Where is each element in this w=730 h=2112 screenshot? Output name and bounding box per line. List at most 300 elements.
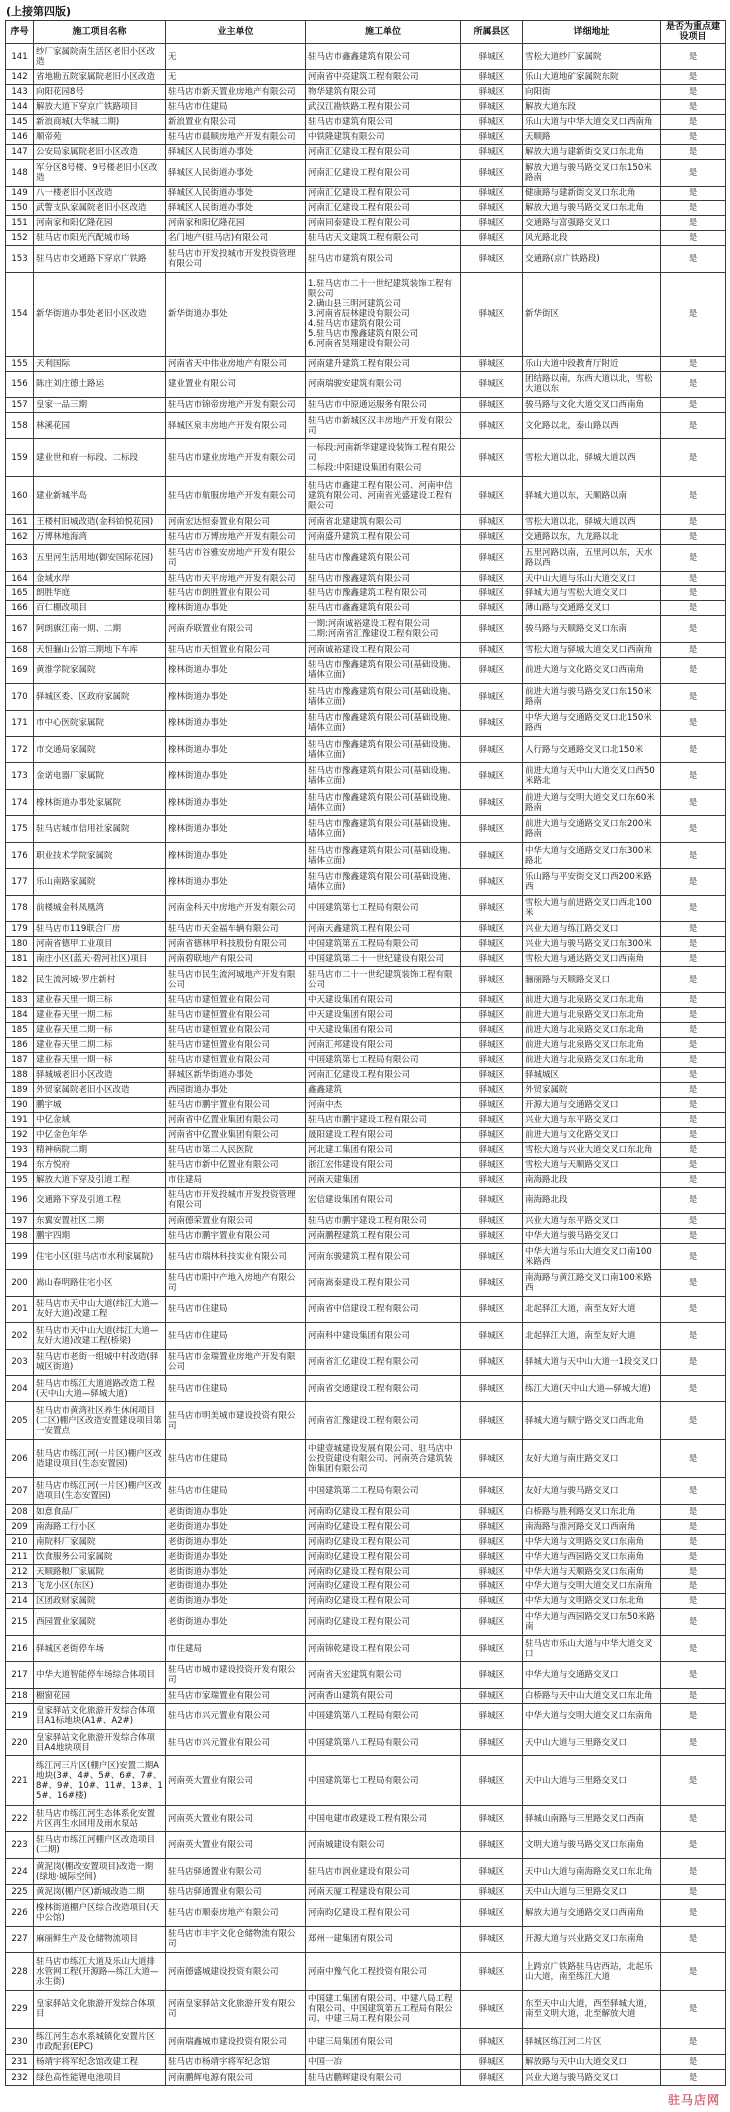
header-county: 所属县区 xyxy=(461,21,523,44)
key-project-flag: 是 xyxy=(661,616,726,642)
address: 乐山路与平安街交叉口西200米路西 xyxy=(523,869,661,895)
project-name: 黄淮学院家属院 xyxy=(34,657,166,683)
address: 南海路北段 xyxy=(523,1172,661,1187)
address: 乐山大道中段教育厅附近 xyxy=(523,356,661,371)
table-row xyxy=(6,1478,726,1504)
key-project-flag: 是 xyxy=(661,201,726,216)
address: 南海路与淮河路交叉口西南角 xyxy=(523,1519,661,1534)
owner-unit: 驻马店市住建局 xyxy=(166,100,306,115)
table-row xyxy=(6,1323,726,1349)
construction-unit: 驻马店市豫鑫建筑有限公司(基础设施、墙体立面) xyxy=(306,842,461,868)
table-header xyxy=(6,21,726,44)
address: 驿城大道与天中山大道一1段交叉口 xyxy=(523,1349,661,1375)
construction-unit: 中国建筑第七工程局有限公司 xyxy=(306,895,461,921)
row-number: 228 xyxy=(6,1953,34,1991)
project-name: 林溪花园 xyxy=(34,412,166,438)
owner-unit: 驻马店市建业房地产开发有限公司 xyxy=(166,439,306,477)
row-number: 147 xyxy=(6,145,34,160)
project-name: 驻马店市练江河(一片区)棚户区改造建设项目(生态安置园) xyxy=(34,1440,166,1478)
county: 驿城区 xyxy=(461,1579,523,1594)
county: 驿城区 xyxy=(461,1478,523,1504)
row-number: 180 xyxy=(6,937,34,952)
project-name: 交通路下穿及引道工程 xyxy=(34,1187,166,1213)
key-project-flag: 是 xyxy=(661,1082,726,1097)
address: 健康路与建新街交叉口东北角 xyxy=(523,186,661,201)
row-number: 185 xyxy=(6,1023,34,1038)
key-project-flag: 是 xyxy=(661,2055,726,2070)
owner-unit: 驻马店市天平房地产开发有限公司 xyxy=(166,571,306,586)
county: 驿城区 xyxy=(461,216,523,231)
table-row xyxy=(6,1805,726,1831)
owner-unit: 驻马店市兴元置业有限公司 xyxy=(166,1703,306,1729)
row-number: 195 xyxy=(6,1172,34,1187)
construction-unit: 驻马店市鑫鑫建筑有限公司 xyxy=(306,601,461,616)
project-name: 饮食服务公司家属院 xyxy=(34,1549,166,1564)
county: 驿城区 xyxy=(461,601,523,616)
county: 驿城区 xyxy=(461,1213,523,1228)
county: 驿城区 xyxy=(461,1157,523,1172)
address: 前进大道与北泉路交叉口东北角 xyxy=(523,1038,661,1053)
construction-unit: 河南省天宏建筑有限公司 xyxy=(306,1662,461,1688)
key-project-flag: 是 xyxy=(661,1478,726,1504)
owner-unit: 橡林街道办事处 xyxy=(166,816,306,842)
construction-unit: 河南汇亿建设工程有限公司 xyxy=(306,201,461,216)
construction-unit: 中国建筑第八工程局有限公司 xyxy=(306,1730,461,1756)
address: 解放路与天中山大道交叉口 xyxy=(523,2055,661,2070)
table-row xyxy=(6,763,726,789)
row-number: 176 xyxy=(6,842,34,868)
table-row xyxy=(6,1228,726,1243)
table-body xyxy=(6,44,726,2086)
key-project-flag: 是 xyxy=(661,100,726,115)
county: 驿城区 xyxy=(461,684,523,710)
project-name: 东方悦府 xyxy=(34,1157,166,1172)
key-project-flag: 是 xyxy=(661,1885,726,1900)
project-name: 橡林街道棚户区综合改造项目(天中公馆) xyxy=(34,1900,166,1926)
construction-unit: 河南鹏程建筑工程有限公司 xyxy=(306,1228,461,1243)
owner-unit: 橡林街道办事处 xyxy=(166,763,306,789)
table-row xyxy=(6,1402,726,1440)
project-name: 新华街道办事处老旧小区改造 xyxy=(34,272,166,356)
construction-unit: 河南昀亿建设工程有限公司 xyxy=(306,1519,461,1534)
project-name: 中华大道智能停车场综合体项目 xyxy=(34,1662,166,1688)
construction-unit: 驻马店市豫鑫建筑有限公司(基础设施、墙体立面) xyxy=(306,763,461,789)
county: 驿城区 xyxy=(461,586,523,601)
header-address: 详细地址 xyxy=(523,21,661,44)
county: 驿城区 xyxy=(461,1635,523,1661)
table-row xyxy=(6,1858,726,1884)
project-name: 区团政财家属院 xyxy=(34,1594,166,1609)
county: 驿城区 xyxy=(461,937,523,952)
row-number: 227 xyxy=(6,1926,34,1952)
construction-unit: 河南东骏建筑工程有限公司 xyxy=(306,1243,461,1269)
header-number: 序号 xyxy=(6,21,34,44)
key-project-flag: 是 xyxy=(661,439,726,477)
construction-unit: 河南诚裕建设工程有限公司 xyxy=(306,642,461,657)
owner-unit: 老街街道办事处 xyxy=(166,1564,306,1579)
construction-unit: 中国建筑第八工程局有限公司 xyxy=(306,1703,461,1729)
row-number: 169 xyxy=(6,657,34,683)
row-number: 157 xyxy=(6,397,34,412)
row-number: 145 xyxy=(6,115,34,130)
owner-unit: 驻马店市住建局 xyxy=(166,1376,306,1402)
row-number: 143 xyxy=(6,85,34,100)
construction-unit: 河南天厦工程建设有限公司 xyxy=(306,1885,461,1900)
key-project-flag: 是 xyxy=(661,1990,726,2028)
construction-unit: 中天建设集团有限公司 xyxy=(306,1023,461,1038)
address: 雪松大道纱厂家属院 xyxy=(523,44,661,70)
row-number: 184 xyxy=(6,1008,34,1023)
project-name: 中亿金域 xyxy=(34,1112,166,1127)
row-number: 158 xyxy=(6,412,34,438)
project-name: 练江河三片区(棚户区)安置二期A地块(3#、4#、5#、6#、7#、8#、9#、10#、11#、13#、15#、16#楼) xyxy=(34,1756,166,1805)
key-project-flag: 是 xyxy=(661,1440,726,1478)
construction-unit: 河北建工集团有限公司 xyxy=(306,1142,461,1157)
county: 驿城区 xyxy=(461,1519,523,1534)
key-project-flag: 是 xyxy=(661,1157,726,1172)
key-project-flag: 是 xyxy=(661,1349,726,1375)
owner-unit: 橡林街道办事处 xyxy=(166,710,306,736)
address: 南海路与黄江路交叉口南100米路西 xyxy=(523,1270,661,1296)
project-name: 驻马店市119联合厂房 xyxy=(34,922,166,937)
county: 驿城区 xyxy=(461,1243,523,1269)
construction-unit: 驻马店市豫鑫建筑有限公司(基础设施、墙体立面) xyxy=(306,869,461,895)
owner-unit: 老街街道办事处 xyxy=(166,1504,306,1519)
table-row xyxy=(6,201,726,216)
county: 驿城区 xyxy=(461,1023,523,1038)
owner-unit: 驻马店市谷雅安房地产开发有限公司 xyxy=(166,545,306,571)
owner-unit: 河南省中亿置业集团有限公司 xyxy=(166,1112,306,1127)
address: 中华大道与交通路交叉口东300米路北 xyxy=(523,842,661,868)
row-number: 199 xyxy=(6,1243,34,1269)
row-number: 183 xyxy=(6,993,34,1008)
project-name: 建业春天里一期二标 xyxy=(34,1008,166,1023)
address: 前进大道与北泉路交叉口东北角 xyxy=(523,993,661,1008)
address: 风光路北段 xyxy=(523,231,661,246)
county: 驿城区 xyxy=(461,231,523,246)
owner-unit: 河南鹏辉电源有限公司 xyxy=(166,2070,306,2086)
address: 前进大道与骏马路交叉口东150米路南 xyxy=(523,684,661,710)
address: 上跨京广铁路驻马店西站，北起乐山大道，南至练江大道 xyxy=(523,1953,661,1991)
address: 友好大道与南庄路交叉口 xyxy=(523,1440,661,1478)
address: 前进大道与北泉路交叉口东北角 xyxy=(523,1023,661,1038)
owner-unit: 新浪置业有限公司 xyxy=(166,115,306,130)
row-number: 173 xyxy=(6,763,34,789)
key-project-flag: 是 xyxy=(661,412,726,438)
table-row xyxy=(6,1549,726,1564)
address: 新华街区 xyxy=(523,272,661,356)
county: 驿城区 xyxy=(461,1112,523,1127)
key-project-flag: 是 xyxy=(661,1688,726,1703)
table-row xyxy=(6,2028,726,2054)
construction-unit: 晟阳建设工程有限公司 xyxy=(306,1127,461,1142)
key-project-flag: 是 xyxy=(661,1609,726,1635)
county: 驿城区 xyxy=(461,272,523,356)
construction-unit: 驻马店市鹏宇建设工程有限公司 xyxy=(306,1112,461,1127)
table-row xyxy=(6,993,726,1008)
owner-unit: 河南省中亿置业集团有限公司 xyxy=(166,1127,306,1142)
owner-unit: 橡林街道办事处 xyxy=(166,869,306,895)
address: 向阳街 xyxy=(523,85,661,100)
county: 驿城区 xyxy=(461,115,523,130)
owner-unit: 老街街道办事处 xyxy=(166,1549,306,1564)
project-name: 皇家一品三期 xyxy=(34,397,166,412)
row-number: 179 xyxy=(6,922,34,937)
address: 兴业大道与东平路交叉口 xyxy=(523,1112,661,1127)
address: 天中山大道与乐山大道交叉口 xyxy=(523,571,661,586)
owner-unit: 驻马店市住建局 xyxy=(166,1478,306,1504)
construction-unit: 中建三局集团有限公司 xyxy=(306,2028,461,2054)
construction-unit: 中国建筑第五工程局有限公司 xyxy=(306,937,461,952)
address: 文明大道与骏马路交叉口东南角 xyxy=(523,1832,661,1858)
address: 南海路北段 xyxy=(523,1187,661,1213)
key-project-flag: 是 xyxy=(661,44,726,70)
project-name: 省地勘五院家属院老旧小区改造 xyxy=(34,70,166,85)
row-number: 222 xyxy=(6,1805,34,1831)
project-name: 乐山南路家属院 xyxy=(34,869,166,895)
owner-unit: 驻马店市建恒置业有限公司 xyxy=(166,993,306,1008)
project-name: 阿朗旗江南一期、二期 xyxy=(34,616,166,642)
key-project-flag: 是 xyxy=(661,1900,726,1926)
row-number: 226 xyxy=(6,1900,34,1926)
owner-unit: 河南英大置业有限公司 xyxy=(166,1832,306,1858)
row-number: 182 xyxy=(6,966,34,992)
address: 天中山大道与南海路交叉口东北角 xyxy=(523,1858,661,1884)
address: 中华大道与交明大道交叉口东南角 xyxy=(523,1579,661,1594)
address: 雪松大道与兴业大道交叉口东北角 xyxy=(523,1142,661,1157)
county: 驿城区 xyxy=(461,85,523,100)
county: 驿城区 xyxy=(461,356,523,371)
owner-unit: 驻马店市开发投城市开发投资管理有限公司 xyxy=(166,246,306,272)
table-row xyxy=(6,1053,726,1068)
project-table xyxy=(5,20,726,2086)
key-project-flag: 是 xyxy=(661,922,726,937)
project-name: 军分区8号楼、9号楼老旧小区改造 xyxy=(34,160,166,186)
key-project-flag: 是 xyxy=(661,816,726,842)
project-name: 陈庄刘庄德土路运 xyxy=(34,371,166,397)
row-number: 177 xyxy=(6,869,34,895)
address: 交通路(京广铁路段) xyxy=(523,246,661,272)
county: 驿城区 xyxy=(461,789,523,815)
table-row xyxy=(6,1926,726,1952)
owner-unit: 老街街道办事处 xyxy=(166,1519,306,1534)
county: 驿城区 xyxy=(461,201,523,216)
owner-unit: 老街街道办事处 xyxy=(166,1534,306,1549)
county: 驿城区 xyxy=(461,616,523,642)
owner-unit: 驻马店市第二人民医院 xyxy=(166,1142,306,1157)
construction-unit: 驻马店市豫鑫建筑工程有限公司 xyxy=(306,586,461,601)
key-project-flag: 是 xyxy=(661,1068,726,1083)
county: 驿城区 xyxy=(461,1440,523,1478)
county: 驿城区 xyxy=(461,1323,523,1349)
row-number: 148 xyxy=(6,160,34,186)
row-number: 215 xyxy=(6,1609,34,1635)
address: 中华大道与文明路交叉口东南角 xyxy=(523,1534,661,1549)
table-row xyxy=(6,1635,726,1661)
county: 驿城区 xyxy=(461,1730,523,1756)
owner-unit: 驻马店市鹏宇置业有限公司 xyxy=(166,1228,306,1243)
project-name: 纱厂家属院南生活区老旧小区改造 xyxy=(34,44,166,70)
owner-unit: 驻马店市金瑞置业房地产开发有限公司 xyxy=(166,1349,306,1375)
key-project-flag: 是 xyxy=(661,1549,726,1564)
table-row xyxy=(6,1756,726,1805)
construction-unit: 驻马店市豫鑫建筑有限公司 xyxy=(306,545,461,571)
county: 驿城区 xyxy=(461,922,523,937)
address: 人行路与交通路交叉口北150米 xyxy=(523,737,661,763)
construction-unit: 驻马店市建筑有限公司 xyxy=(306,246,461,272)
address: 文化路以北，泰山路以西 xyxy=(523,412,661,438)
county: 驿城区 xyxy=(461,1926,523,1952)
project-name: 绿色高性能锂电池项目 xyxy=(34,2070,166,2086)
project-name: 驻马店市天中山大道(纬江大道—友好大道)改建工程 xyxy=(34,1296,166,1322)
address: 前进大道与文化路交叉口西南角 xyxy=(523,657,661,683)
table-row xyxy=(6,1504,726,1519)
construction-unit: 河南汇亿建设工程有限公司 xyxy=(306,186,461,201)
row-number: 196 xyxy=(6,1187,34,1213)
owner-unit: 驻马店市杨靖宇将军纪念馆 xyxy=(166,2055,306,2070)
table-row xyxy=(6,616,726,642)
project-name: 天利国际 xyxy=(34,356,166,371)
row-number: 197 xyxy=(6,1213,34,1228)
address: 雪松大道与通达路交叉口西南角 xyxy=(523,951,661,966)
owner-unit: 河南省德林甲科技股份有限公司 xyxy=(166,937,306,952)
county: 驿城区 xyxy=(461,160,523,186)
construction-unit: 河南汇亿建设工程有限公司 xyxy=(306,1068,461,1083)
row-number: 146 xyxy=(6,130,34,145)
row-number: 194 xyxy=(6,1157,34,1172)
address: 五里河路以南，五里河以东，天水路以西 xyxy=(523,545,661,571)
county: 驿城区 xyxy=(461,993,523,1008)
continued-from-label: (上接第四版) xyxy=(6,5,72,18)
construction-unit: 中国一冶 xyxy=(306,2055,461,2070)
row-number: 144 xyxy=(6,100,34,115)
owner-unit: 老街街道办事处 xyxy=(166,1609,306,1635)
address: 乐山大道地矿家属院东院 xyxy=(523,70,661,85)
address: 骏马路与文化大道交叉口西南角 xyxy=(523,397,661,412)
address: 雪松大道与驿城大道交叉口西南角 xyxy=(523,642,661,657)
key-project-flag: 是 xyxy=(661,642,726,657)
row-number: 191 xyxy=(6,1112,34,1127)
project-name: 南海路工行小区 xyxy=(34,1519,166,1534)
county: 驿城区 xyxy=(461,657,523,683)
construction-unit: 河南省中信建设工程有限公司 xyxy=(306,1296,461,1322)
construction-unit: 河南中杰 xyxy=(306,1097,461,1112)
address: 中华大道与天顺路交叉口东南角 xyxy=(523,1564,661,1579)
owner-unit: 市住建局 xyxy=(166,1172,306,1187)
owner-unit: 驻马店市新中亿置业有限公司 xyxy=(166,1157,306,1172)
owner-unit: 驻马店市开发投城市开发投资管理有限公司 xyxy=(166,1187,306,1213)
construction-unit: 物华建筑有限公司 xyxy=(306,85,461,100)
address: 中华大道与西园路交叉口东南角 xyxy=(523,1549,661,1564)
address: 薄山路与交通路交叉口 xyxy=(523,601,661,616)
construction-unit: 河南科中建设集团有限公司 xyxy=(306,1323,461,1349)
key-project-flag: 是 xyxy=(661,160,726,186)
key-project-flag: 是 xyxy=(661,951,726,966)
owner-unit: 驿城区人民街道办事处 xyxy=(166,145,306,160)
county: 驿城区 xyxy=(461,186,523,201)
key-project-flag: 是 xyxy=(661,1519,726,1534)
table-row xyxy=(6,1688,726,1703)
construction-unit: 河南昀亿建设工程有限公司 xyxy=(306,1504,461,1519)
key-project-flag: 是 xyxy=(661,1053,726,1068)
address: 中华大道与交通路交叉口北150米路西 xyxy=(523,710,661,736)
address: 雪松大道以北，驿城大道以西 xyxy=(523,515,661,530)
construction-unit: 河南天鑫建筑工程有限公司 xyxy=(306,922,461,937)
construction-unit: 驻马店市豫鑫建筑有限公司(基础设施、墙体立面) xyxy=(306,684,461,710)
project-name: 建业世和府一标段、二标段 xyxy=(34,439,166,477)
construction-unit: 河南省汇亿建设工程有限公司 xyxy=(306,1349,461,1375)
row-number: 187 xyxy=(6,1053,34,1068)
row-number: 232 xyxy=(6,2070,34,2086)
address: 白桥路与天中山大道交叉口东北角 xyxy=(523,1688,661,1703)
owner-unit: 驻马店市锦帝房地产开发有限公司 xyxy=(166,397,306,412)
project-name: 驻马店市练江河棚户区改造项目(二期) xyxy=(34,1832,166,1858)
key-project-flag: 是 xyxy=(661,1579,726,1594)
county: 驿城区 xyxy=(461,642,523,657)
owner-unit: 河南皇家驿站文化旅游开发有限公司 xyxy=(166,1990,306,2028)
county: 驿城区 xyxy=(461,1534,523,1549)
row-number: 212 xyxy=(6,1564,34,1579)
construction-unit: 中建壹城建设发展有限公司、驻马店中公投资建设有限公司、河南英合建筑装饰集团有限公司 xyxy=(306,1440,461,1478)
owner-unit: 驻马店市丰宇文化仓储物流有限公司 xyxy=(166,1926,306,1952)
row-number: 188 xyxy=(6,1068,34,1083)
key-project-flag: 是 xyxy=(661,515,726,530)
address: 交通路与富强路交叉口 xyxy=(523,216,661,231)
key-project-flag: 是 xyxy=(661,1703,726,1729)
county: 驿城区 xyxy=(461,1990,523,2028)
construction-unit: 中国建筑第七工程局有限公司 xyxy=(306,1053,461,1068)
table-row xyxy=(6,85,726,100)
address: 前进大道与北泉路交叉口东北角 xyxy=(523,1053,661,1068)
owner-unit: 驻马店市顺泰房地产有限公司 xyxy=(166,1900,306,1926)
address: 骊丽路与天顺路交叉口 xyxy=(523,966,661,992)
construction-unit: 中铁隆建筑有限公司 xyxy=(306,130,461,145)
county: 驿城区 xyxy=(461,530,523,545)
key-project-flag: 是 xyxy=(661,371,726,397)
row-number: 164 xyxy=(6,571,34,586)
row-number: 230 xyxy=(6,2028,34,2054)
project-name: 驻马店市练江大道及乐山大道排水管网工程(开源路—练江大道—永生街) xyxy=(34,1953,166,1991)
owner-unit: 驿城区人民街道办事处 xyxy=(166,160,306,186)
construction-unit: 河南城建设有限公司 xyxy=(306,1832,461,1858)
key-project-flag: 是 xyxy=(661,1926,726,1952)
table-row xyxy=(6,246,726,272)
header-construction-unit: 施工单位 xyxy=(306,21,461,44)
address: 练江大道(天中山大道—驿城大道) xyxy=(523,1376,661,1402)
project-name: 飞龙小区(东区) xyxy=(34,1579,166,1594)
site-watermark: 驻马店网 xyxy=(667,2093,720,2107)
table-row xyxy=(6,937,726,952)
county: 驿城区 xyxy=(461,1609,523,1635)
table-row xyxy=(6,231,726,246)
construction-unit: 驻马店市豫鑫建筑有限公司(基础设施、墙体立面) xyxy=(306,816,461,842)
construction-unit: 河南昀亿建设工程有限公司 xyxy=(306,1609,461,1635)
project-name: 驿城城老旧小区改造 xyxy=(34,1068,166,1083)
county: 驿城区 xyxy=(461,1756,523,1805)
county: 驿城区 xyxy=(461,1662,523,1688)
project-name: 金域水岸 xyxy=(34,571,166,586)
county: 驿城区 xyxy=(461,1376,523,1402)
table-row xyxy=(6,710,726,736)
address: 兴业大道与练江路交叉口 xyxy=(523,922,661,937)
construction-unit: 河南瑞骏安建筑有限公司 xyxy=(306,371,461,397)
key-project-flag: 是 xyxy=(661,356,726,371)
project-name: 驻马店市练江河(一片区)棚户区改造项目(生态安置园) xyxy=(34,1478,166,1504)
construction-unit: 郑州一建集团有限公司 xyxy=(306,1926,461,1952)
construction-unit: 中天建设集团有限公司 xyxy=(306,1008,461,1023)
row-number: 217 xyxy=(6,1662,34,1688)
address: 前进大道与天中山大道交叉口西50米路北 xyxy=(523,763,661,789)
